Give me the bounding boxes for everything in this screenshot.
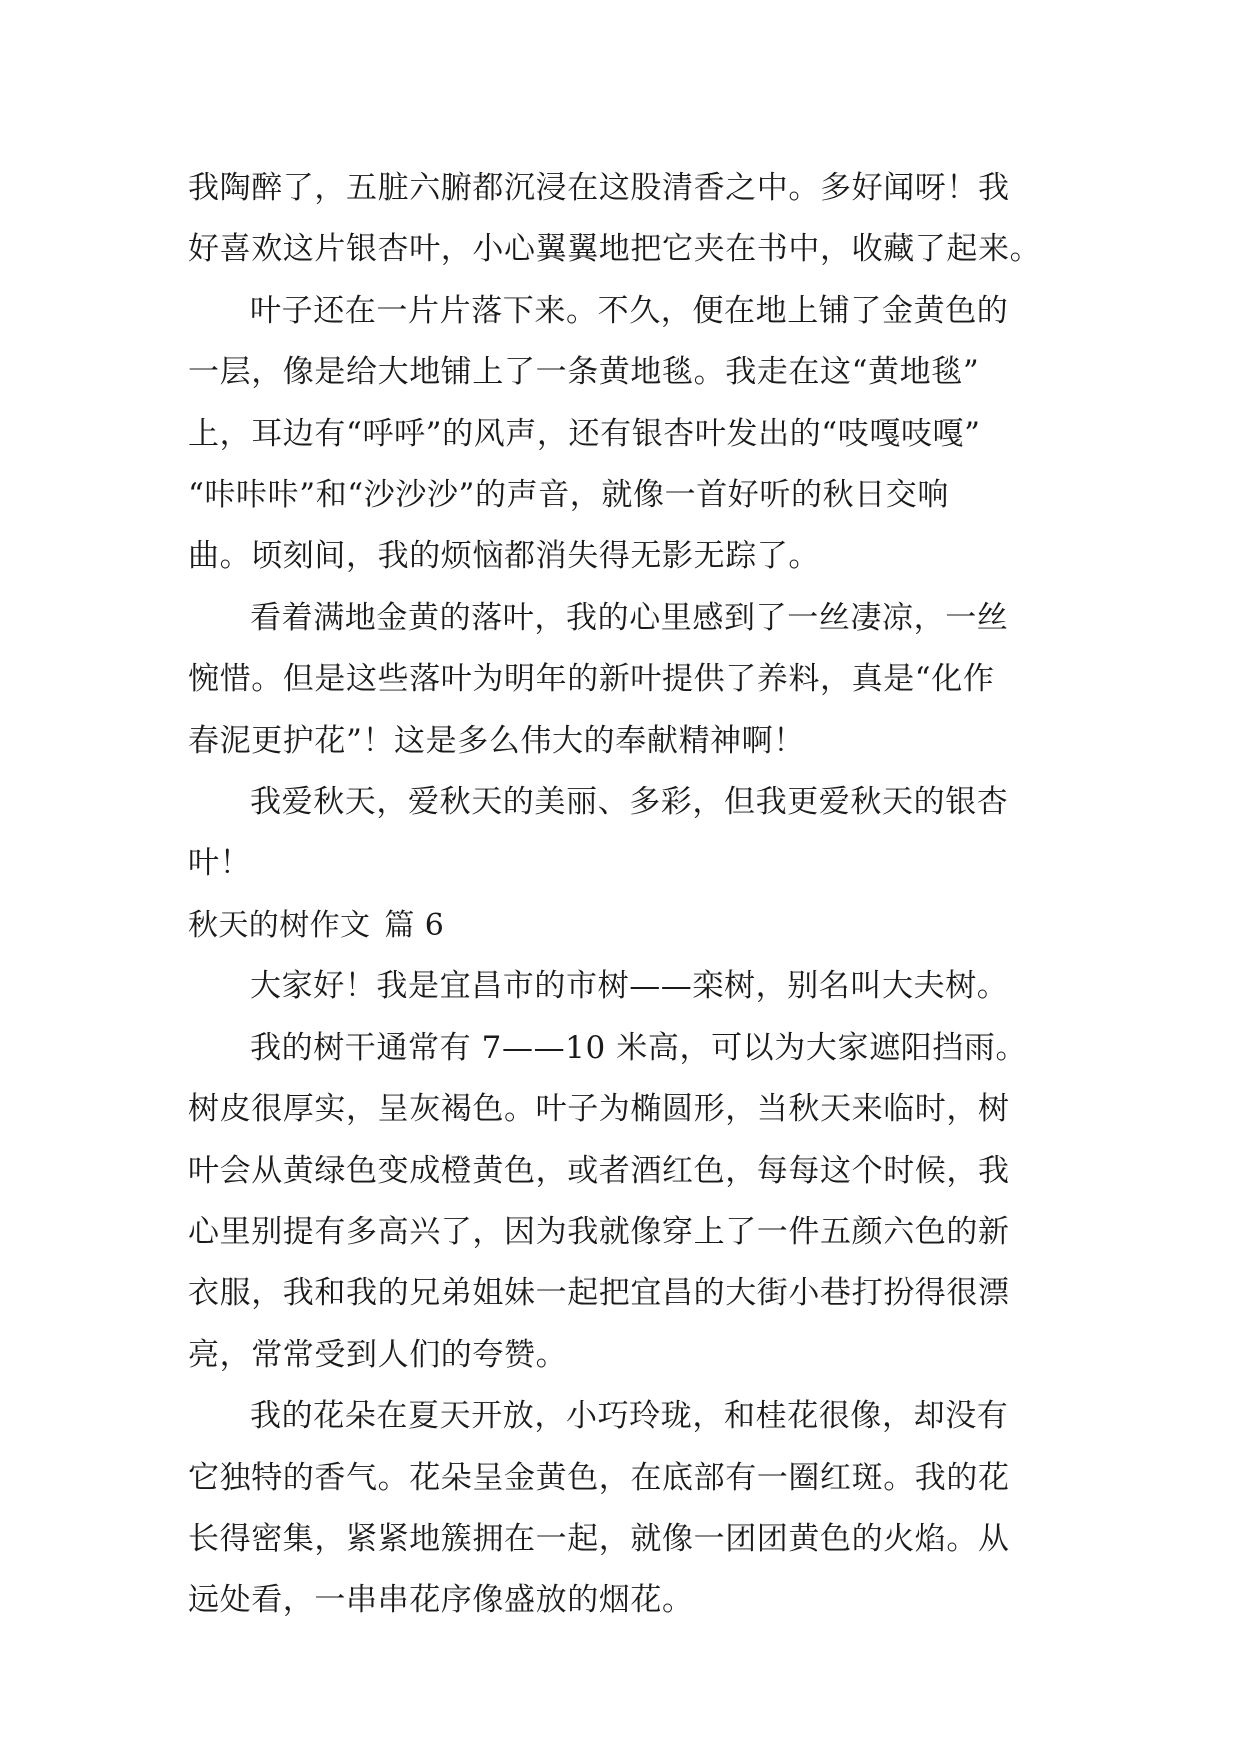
paragraph-3: 看着满地金黄的落叶，我的心里感到了一丝凄凉，一丝 惋惜。但是这些落叶为明年的新叶提供了养料，真是“化作 春泥更护花”！这是多么伟大的奉献精神啊！ (188, 599, 1009, 759)
section-label: 篇 6 (384, 907, 445, 943)
paragraph-2: 叶子还在一片片落下来。不久，便在地上铺了金黄色的 一层，像是给大地铺上了一条黄地毯。我走在这“黄地毯” 上，耳边有“呼呼”的风声，还有银杏叶发出的“吱嘎吱嘎” “咔咔咔”和“沙沙沙”的声音，就像一首好听的秋日交响 曲。顷刻间，我的烦恼都消失得无影无踪了。 (188, 292, 1009, 575)
paragraph-4: 我爱秋天，爱秋天的美丽、多彩，但我更爱秋天的银杏 叶！ (188, 784, 1009, 882)
paragraph-7: 我的花朵在夏天开放，小巧玲珑，和桂花很像，却没有 它独特的香气。花朵呈金黄色，在底部有一圈红斑。我的花 长得密集，紧紧地簇拥在一起，就像一团团黄色的火焰。从 远处看，一串串花序像盛放的烟花。 (188, 1398, 1010, 1619)
section-heading (188, 895, 1068, 956)
section-title: 秋天的树作文 (188, 907, 371, 943)
paragraph-1: 我陶醉了，五脏六腑都沉浸在这股清香之中。多好闻呀！我 好喜欢这片银杏叶，小心翼翼地把它夹在书中，收藏了起来。 (188, 170, 1042, 268)
paragraph-5: 大家好！我是宜昌市的市树——栾树，别名叫大夫树。 (250, 968, 1009, 1005)
paragraph-6: 我的树干通常有 7——10 米高，可以为大家遮阳挡雨。 树皮很厚实，呈灰褐色。叶子为椭圆形，当秋天来临时，树 叶会从黄绿色变成橙黄色，或者酒红色，每每这个时候，我 心里别提有多高兴了，因为我就像穿上了一件五颜六色的新 衣服，我和我的兄弟姐妹一起把宜昌的大街小巷打扮得很漂 亮，常常受到人们的夸赞。 (188, 1029, 1028, 1373)
document-body (188, 158, 1068, 1632)
